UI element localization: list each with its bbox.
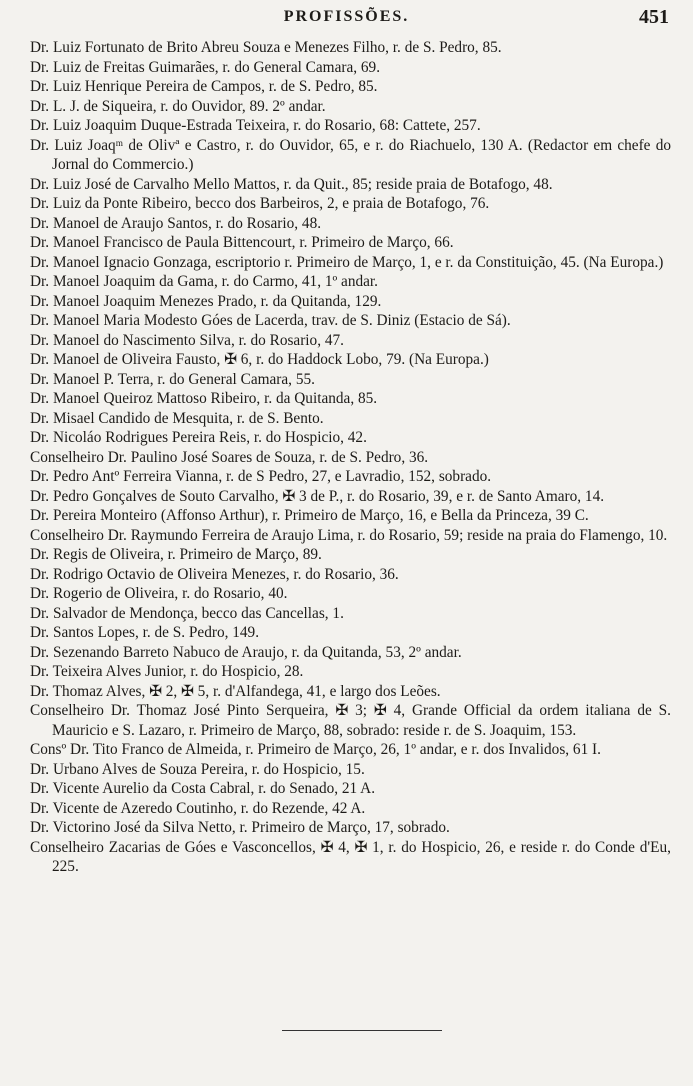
running-title: PROFISSÕES. — [283, 8, 410, 25]
directory-entry: Dr. Rogerio de Oliveira, r. do Rosario, 40. — [30, 585, 288, 602]
directory-entry: Dr. Pedro Gonçalves de Souto Carvalho, ✠ 3 de P., r. do Rosario, 39, e r. de Santo Amaro, 14. — [30, 487, 605, 505]
directory-entry: Dr. Nicoláo Rodrigues Pereira Reis, r. do Hospicio, 42. — [30, 429, 367, 446]
directory-entry: Dr. Pedro Antº Ferreira Vianna, r. de S Pedro, 27, e Lavradio, 152, sobrado. — [30, 468, 492, 485]
page-header — [0, 6, 693, 32]
directory-entry: Dr. Manoel do Nascimento Silva, r. do Rosario, 47. — [30, 331, 344, 349]
directory-entry: Dr. Pereira Monteiro (Affonso Arthur), r. Primeiro de Março, 16, e Bella da Princeza, 39 C. — [30, 507, 589, 524]
page-number: 451 — [639, 6, 669, 28]
end-rule — [282, 1030, 442, 1031]
directory-entry: Conselheiro Dr. Thomaz José Pinto Serqueira, ✠ 3; ✠ 4, Grande Official da ordem italiana de S. Mauricio e S. Lazaro, r. Primeiro de Março, 88, sobrado: reside r. de S. Joaquim, 153. — [30, 702, 671, 739]
directory-entry: Dr. Regis de Oliveira, r. Primeiro de Março, 89. — [30, 546, 322, 563]
directory-entry: Dr. Vicente Aurelio da Costa Cabral, r. do Senado, 21 A. — [30, 780, 376, 797]
directory-entry: Dr. Manoel de Oliveira Fausto, ✠ 6, r. do Haddock Lobo, 79. (Na Europa.) — [30, 351, 489, 368]
directory-entry: Dr. Manoel Francisco de Paula Bittencourt, r. Primeiro de Março, 66. — [30, 234, 454, 251]
directory-entry: Dr. Luiz Joaqᵐ de Olivª e Castro, r. do Ouvidor, 65, e r. do Riachuelo, 130 A. (Redactor em chefe do Jornal do Commercio.) — [30, 136, 671, 173]
directory-entry: Dr. Manoel Maria Modesto Góes de Lacerda, trav. de S. Diniz (Estacio de Sá). — [30, 312, 511, 329]
directory-entry: Dr. Luiz Henrique Pereira de Campos, r. de S. Pedro, 85. — [30, 78, 378, 95]
directory-entry: Dr. Manoel Joaquim Menezes Prado, r. da Quitanda, 129. — [30, 292, 382, 310]
directory-entry: Dr. Manoel Queiroz Mattoso Ribeiro, r. da Quitanda, 85. — [30, 390, 378, 407]
directory-entry: Dr. Luiz José de Carvalho Mello Mattos, r. da Quit., 85; reside praia de Botafogo, 48. — [30, 175, 553, 193]
directory-entry: Dr. Luiz da Ponte Ribeiro, becco dos Barbeiros, 2, e praia de Botafogo, 76. — [30, 195, 490, 212]
directory-entry: Dr. Misael Candido de Mesquita, r. de S. Bento. — [30, 409, 324, 427]
directory-entry: Dr. Manoel Joaquim da Gama, r. do Carmo, 41, 1º andar. — [30, 273, 379, 290]
directory-entries — [30, 38, 671, 877]
directory-entry: Dr. Vicente de Azeredo Coutinho, r. do Rezende, 42 A. — [30, 799, 366, 817]
directory-entry: Conselheiro Dr. Paulino José Soares de Souza, r. de S. Pedro, 36. — [30, 448, 429, 466]
directory-entry: Dr. Luiz Joaquim Duque-Estrada Teixeira, r. do Rosario, 68: Cattete, 257. — [30, 117, 481, 134]
directory-entry: Dr. Salvador de Mendonça, becco das Cancellas, 1. — [30, 604, 344, 622]
directory-entry: Dr. Teixeira Alves Junior, r. do Hospicio, 28. — [30, 663, 304, 680]
directory-entry: Dr. Rodrigo Octavio de Oliveira Menezes, r. do Rosario, 36. — [30, 565, 399, 583]
directory-entry: Dr. Urbano Alves de Souza Pereira, r. do Hospicio, 15. — [30, 760, 365, 778]
directory-entry: Consº Dr. Tito Franco de Almeida, r. Primeiro de Março, 26, 1º andar, e r. dos Invalidos, 61 I. — [30, 741, 601, 758]
directory-entry: Dr. Sezenando Barreto Nabuco de Araujo, r. da Quitanda, 53, 2º andar. — [30, 643, 462, 661]
directory-entry: Conselheiro Zacarias de Góes e Vasconcellos, ✠ 4, ✠ 1, r. do Hospicio, 26, e reside r. do Conde d'Eu, 225. — [30, 838, 671, 875]
directory-entry: Conselheiro Dr. Raymundo Ferreira de Araujo Lima, r. do Rosario, 59; reside na praia do Flamengo, 10. — [30, 526, 668, 544]
directory-entry: Dr. Thomaz Alves, ✠ 2, ✠ 5, r. d'Alfandega, 41, e largo dos Leões. — [30, 682, 441, 700]
directory-entry: Dr. Manoel Ignacio Gonzaga, escriptorio r. Primeiro de Março, 1, e r. da Constituição, 45. (Na Europa.) — [30, 253, 664, 271]
directory-entry: Dr. Manoel P. Terra, r. do General Camara, 55. — [30, 370, 315, 388]
directory-entry: Dr. Santos Lopes, r. de S. Pedro, 149. — [30, 624, 260, 641]
directory-entry: Dr. L. J. de Siqueira, r. do Ouvidor, 89. 2º andar. — [30, 97, 326, 115]
directory-entry: Dr. Luiz de Freitas Guimarães, r. do General Camara, 69. — [30, 58, 381, 76]
directory-entry: Dr. Luiz Fortunato de Brito Abreu Souza e Menezes Filho, r. de S. Pedro, 85. — [30, 39, 502, 56]
directory-entry: Dr. Manoel de Araujo Santos, r. do Rosario, 48. — [30, 214, 322, 232]
directory-entry: Dr. Victorino José da Silva Netto, r. Primeiro de Março, 17, sobrado. — [30, 819, 450, 836]
